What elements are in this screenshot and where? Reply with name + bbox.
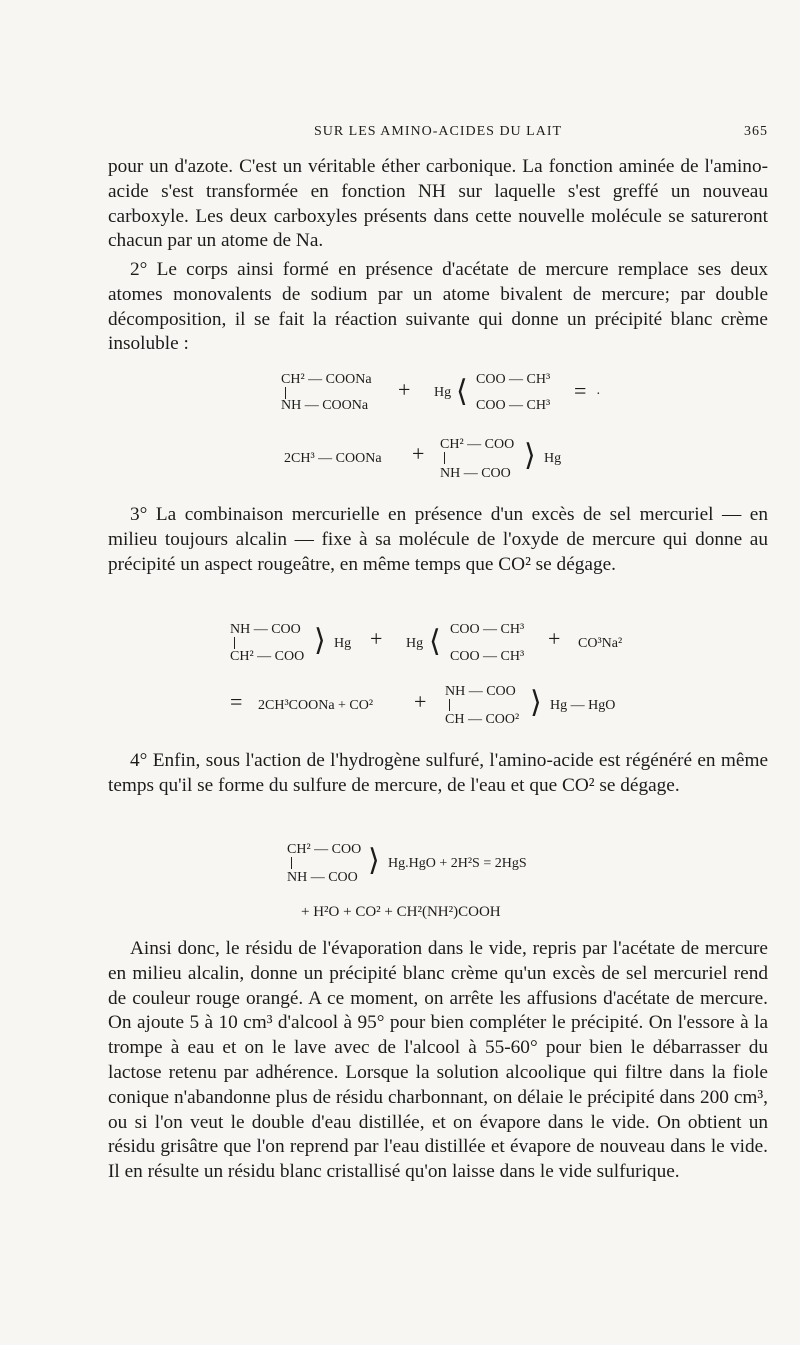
- eq3-tail: CO³Na²: [578, 636, 623, 651]
- eq1-equals: =: [574, 378, 587, 403]
- paragraph-1: pour un d'azote. C'est un véritable éther carbonique. La fonction aminée de l'amino-acide s'est transformée en fonction NH sur laquelle s'est greffé un nouveau carboxyle. Les deux carboxyles présents dans cette nouvelle molécule se satureront chacun par un atome de Na.: [108, 156, 768, 252]
- eq5-brace: ⟩: [368, 843, 380, 878]
- eq1-right-bottom: COO — CH³: [476, 398, 551, 413]
- eq1-plus: +: [398, 377, 411, 402]
- eq3-plus-1: +: [370, 626, 383, 651]
- eq5-top: CH² — COO: [287, 842, 362, 857]
- eq3-right-bottom: COO — CH³: [450, 649, 525, 664]
- paragraph-4: 4° Enfin, sous l'action de l'hydrogène sulfuré, l'amino-acide est régénéré en même temps qu'il se forme du sulfure de mercure, de l'eau et que CO² se dégage.: [108, 750, 768, 796]
- running-head: [108, 124, 768, 146]
- eq3-left-bottom: CH² — COO: [230, 649, 305, 664]
- eq1-left-top: CH² — COONa: [281, 372, 372, 387]
- page-number: 365: [744, 124, 768, 139]
- eq4-tail: Hg — HgO: [550, 698, 616, 713]
- eq3-plus-2: +: [548, 626, 561, 651]
- eq4-bottom: CH — COO²: [445, 712, 520, 727]
- eq2-top: CH² — COO: [440, 437, 515, 452]
- eq3-right-top: COO — CH³: [450, 622, 525, 637]
- eq3-hg-1: Hg: [334, 636, 352, 651]
- eq2-left: 2CH³ — COONa: [284, 451, 382, 466]
- eq4-bond: [449, 699, 450, 711]
- eq5-bond: [291, 857, 292, 869]
- running-title: SUR LES AMINO-ACIDES DU LAIT: [313, 124, 563, 139]
- eq2-bottom: NH — COO: [440, 466, 511, 481]
- eq1-left-bottom: NH — COONa: [281, 398, 369, 413]
- eq5-tail: Hg.HgO + 2H²S = 2HgS: [388, 856, 527, 871]
- eq1-right-top: COO — CH³: [476, 372, 551, 387]
- eq2-bond: [444, 452, 445, 464]
- paragraph-3: 3° La combinaison mercurielle en présence d'un excès de sel mercuriel — en milieu toujours alcalin — fixe à sa molécule de l'oxyde de mercure qui donne au précipité un aspect rougeâtre, en même temps que CO² se dégage.: [108, 504, 768, 575]
- eq3-brace-1: ⟩: [314, 623, 326, 658]
- eq4-brace: ⟩: [530, 685, 542, 720]
- eq2-plus: +: [412, 441, 425, 466]
- eq3-brace-2: ⟨: [429, 624, 441, 659]
- eq3-hg-2: Hg: [406, 636, 424, 651]
- eq1-brace: ⟨: [456, 374, 468, 409]
- eq1-hg: Hg: [434, 385, 452, 400]
- paragraph-2: 2° Le corps ainsi formé en présence d'acétate de mercure remplace ses deux atomes monovalents de sodium par un atome bivalent de mercure; par double décomposition, il se fait la réaction suivante qui donne un précipité blanc crème insoluble :: [108, 259, 768, 355]
- eq4-equals: =: [230, 689, 243, 714]
- eq5-bottom: NH — COO: [287, 870, 358, 885]
- eq4-top: NH — COO: [445, 684, 516, 699]
- eq2-brace: ⟩: [524, 438, 536, 473]
- eq1-dot: ·: [596, 387, 601, 402]
- eq3-bond: [234, 637, 235, 649]
- eq2-hg: Hg: [544, 451, 562, 466]
- eq4-left: 2CH³COONa + CO²: [258, 698, 374, 713]
- paragraph-5: Ainsi donc, le résidu de l'évaporation dans le vide, repris par l'acétate de mercure en milieu alcalin, donne un précipité blanc crème qu'un excès de sel mercuriel rend de couleur rouge orangé. A ce moment, on arrête les affusions d'acétate de mercure. On ajoute 5 à 10 cm³ d'alcool à 95° pour bien compléter le précipité. On l'essore à la trompe à eau et on le lave avec de l'alcool à 55-60° pour bien le débarrasser du lactose retenu par adhérence. Lorsque la solution alcoolique qui filtre dans la fiole conique n'abandonne plus de résidu charbonnant, on délaie le précipité dans 200 cm³, ou si l'on veut le double d'eau distillée, et on évapore dans le vide. On obtient un résidu grisâtre que l'on reprend par l'eau distillée et évapore de nouveau dans le vide. Il en résulte un résidu blanc cristallisé qu'on laisse dans le vide sulfurique.: [108, 938, 768, 1183]
- eq3-left-top: NH — COO: [230, 622, 301, 637]
- eq5-line-2: + H²O + CO² + CH²(NH²)COOH: [301, 904, 501, 920]
- eq4-plus: +: [414, 689, 427, 714]
